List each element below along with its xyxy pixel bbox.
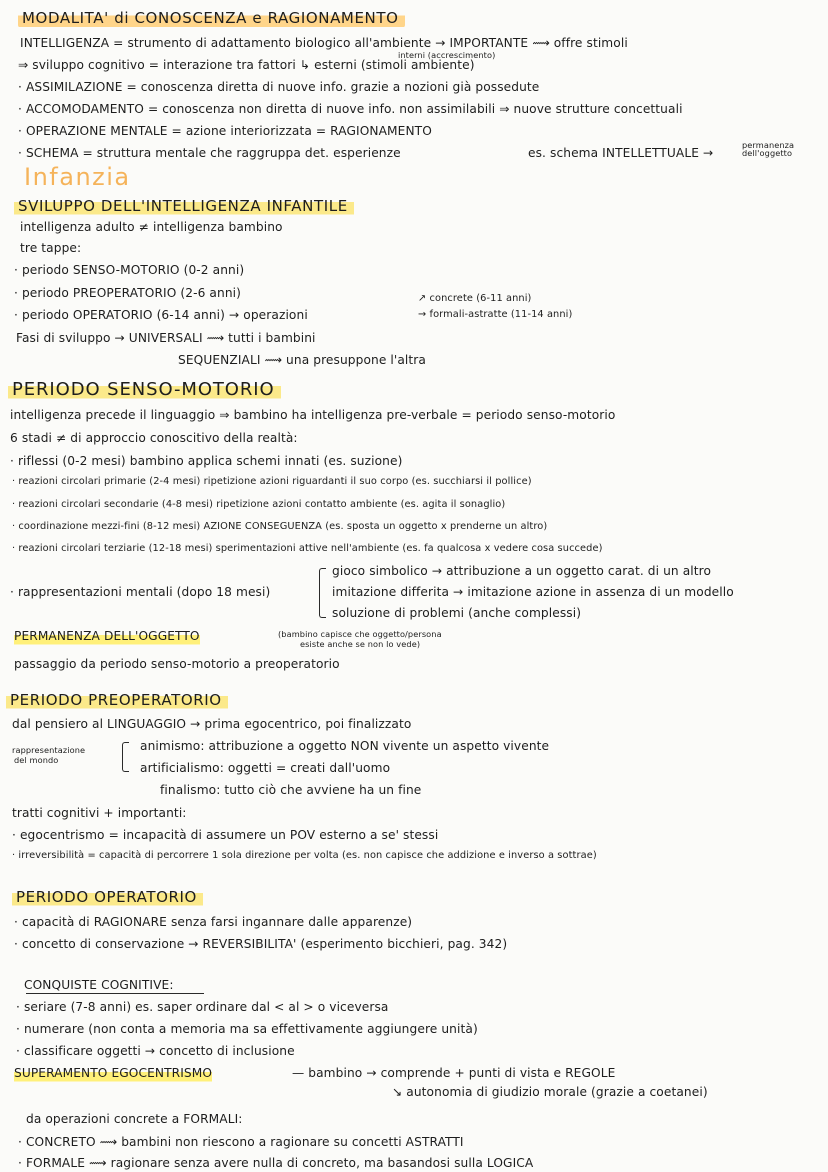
soluzione-problemi: soluzione di problemi (anche complessi) [332, 606, 582, 620]
autonomia-giudizio: ↘ autonomia di giudizio morale (grazie a coetanei) [392, 1085, 708, 1099]
stadio-reazioni-primarie: · reazioni circolari primarie (2-4 mesi) ripetizione azioni riguardanti il suo corpo (es. succhiarsi il pollice) [12, 476, 532, 487]
adulto-vs-bambino: intelligenza adulto ≠ intelligenza bambino [20, 220, 283, 234]
tratti-cognitivi: tratti cognitivi + importanti: [12, 806, 187, 820]
accomodamento-line: · ACCOMODAMENTO = conoscenza non diretta di nuove info. non assimilabili ⇒ nuove strutture concettuali [18, 102, 683, 116]
concreto-line: · CONCRETO ⟿ bambini non riescono a ragionare su concetti ASTRATTI [18, 1135, 464, 1149]
animismo: animismo: attribuzione a oggetto NON vivente un aspetto vivente [140, 739, 550, 753]
operazioni-formali: → formali-astratte (11-14 anni) [418, 309, 573, 320]
assimilazione-line: · ASSIMILAZIONE = conoscenza diretta di nuove info. grazie a nozioni già possedute [18, 80, 540, 94]
permanenza-note-2: esiste anche se non lo vede) [300, 639, 421, 649]
rappresentazione-label: rappresentazione [12, 745, 86, 755]
fasi-di-sviluppo: Fasi di sviluppo → UNIVERSALI ⟿ tutti i bambini [16, 331, 316, 345]
stadio-reazioni-terziarie: · reazioni circolari terziarie (12-18 mesi) sperimentazioni attive nell'ambiente (es. fa qualcosa x vedere cosa succede) [12, 543, 603, 554]
preoperatorio-heading: PERIODO PREOPERATORIO [6, 690, 228, 710]
rappresentazioni-brace [319, 568, 326, 618]
imitazione-differita: imitazione differita → imitazione azione in assenza di un modello [332, 585, 734, 599]
page-title: MODALITA' di CONOSCENZA e RAGIONAMENTO [18, 8, 405, 28]
sei-stadi-line: 6 stadi ≠ di approccio conoscitivo della realtà: [10, 431, 298, 445]
mondo-brace [122, 742, 129, 772]
stadio-riflessi: · riflessi (0-2 mesi) bambino applica schemi innati (es. suzione) [10, 454, 403, 468]
superamento-egocentrismo: SUPERAMENTO EGOCENTRISMO [14, 1066, 213, 1080]
tre-tappe: tre tappe: [20, 241, 82, 255]
da-operazioni-concrete: da operazioni concrete a FORMALI: [26, 1112, 243, 1126]
infanzia-heading: Infanzia [24, 163, 131, 191]
formale-line: · FORMALE ⟿ ragionare senza avere nulla di concreto, ma basandosi sulla LOGICA [18, 1156, 534, 1170]
irreversibilita: · irreversibilità = capacità di percorrere 1 sola direzione per volta (es. non capisce che addizione e inverso a sottrae) [12, 850, 597, 861]
stadio-coordinazione: · coordinazione mezzi-fini (8-12 mesi) AZIONE CONSEGUENZA (es. sposta un oggetto x prenderne un altro) [12, 521, 548, 532]
sviluppo-heading: SVILUPPO DELL'INTELLIGENZA INFANTILE [14, 196, 354, 216]
periodo-senso-motorio-item: · periodo SENSO-MOTORIO (0-2 anni) [14, 263, 245, 277]
permanenza-note-1: (bambino capisce che oggetto/persona [278, 629, 442, 639]
seriare: · seriare (7-8 anni) es. saper ordinare dal < al > o viceversa [16, 1000, 389, 1014]
stadio-reazioni-secondarie: · reazioni circolari secondarie (4-8 mesi) ripetizione azioni contatto ambiente (es. agita il sonaglio) [12, 499, 506, 510]
stadio-rappresentazioni: · rappresentazioni mentali (dopo 18 mesi) [10, 585, 271, 599]
sviluppo-cognitivo-line: ⇒ sviluppo cognitivo = interazione tra fattori ↳ esterni (stimoli ambiente) [18, 58, 475, 72]
schema-line: · SCHEMA = struttura mentale che raggruppa det. esperienze [18, 146, 401, 160]
conquiste-heading: CONQUISTE COGNITIVE: [24, 978, 174, 992]
passaggio-line: passaggio da periodo senso-motorio a preoperatorio [14, 657, 340, 671]
numerare: · numerare (non conta a memoria ma sa effettivamente aggiungere unità) [16, 1022, 478, 1036]
conquiste-underline [26, 993, 204, 994]
periodo-preoperatorio-item: · periodo PREOPERATORIO (2-6 anni) [14, 286, 241, 300]
operatorio-heading: PERIODO OPERATORIO [12, 887, 203, 907]
senso-motorio-heading: PERIODO SENSO-MOTORIO [8, 380, 281, 400]
sequenziali-line: SEQUENZIALI ⟿ una presuppone l'altra [178, 353, 426, 367]
intelligenza-definition: INTELLIGENZA = strumento di adattamento biologico all'ambiente → IMPORTANTE ⟿ offre stimoli [20, 36, 628, 50]
conservazione: · concetto di conservazione → REVERSIBILITA' (esperimento bicchieri, pag. 342) [14, 937, 508, 951]
interni-note: interni (accrescimento) [398, 50, 496, 60]
gioco-simbolico: gioco simbolico → attribuzione a un oggetto carat. di un altro [332, 564, 712, 578]
classificare: · classificare oggetti → concetto di inclusione [16, 1044, 295, 1058]
capacita-ragionare: · capacità di RAGIONARE senza farsi ingannare dalle apparenze) [14, 915, 413, 929]
del-mondo-label: del mondo [14, 755, 59, 765]
finalismo: finalismo: tutto ciò che avviene ha un fine [160, 783, 422, 797]
pensiero-linguaggio: dal pensiero al LINGUAGGIO → prima egocentrico, poi finalizzato [12, 717, 412, 731]
artificialismo: artificialismo: oggetti = creati dall'uomo [140, 761, 391, 775]
schema-example: es. schema INTELLETTUALE → [528, 146, 714, 160]
linguaggio-line: intelligenza precede il linguaggio ⇒ bambino ha intelligenza pre-verbale = periodo senso-motorio [10, 408, 616, 422]
egocentrismo: · egocentrismo = incapacità di assumere un POV esterno a se' stessi [12, 828, 439, 842]
periodo-operatorio-item: · periodo OPERATORIO (6-14 anni) → operazioni [14, 308, 308, 322]
operazione-mentale-line: · OPERAZIONE MENTALE = azione interiorizzata = RAGIONAMENTO [18, 124, 432, 138]
permanenza-small-note: permanenza dell'oggetto [742, 140, 795, 158]
permanenza-oggetto: PERMANENZA DELL'OGGETTO [14, 629, 200, 643]
superamento-detail: — bambino → comprende + punti di vista e REGOLE [292, 1066, 616, 1080]
operazioni-concrete: ↗ concrete (6-11 anni) [418, 293, 532, 304]
